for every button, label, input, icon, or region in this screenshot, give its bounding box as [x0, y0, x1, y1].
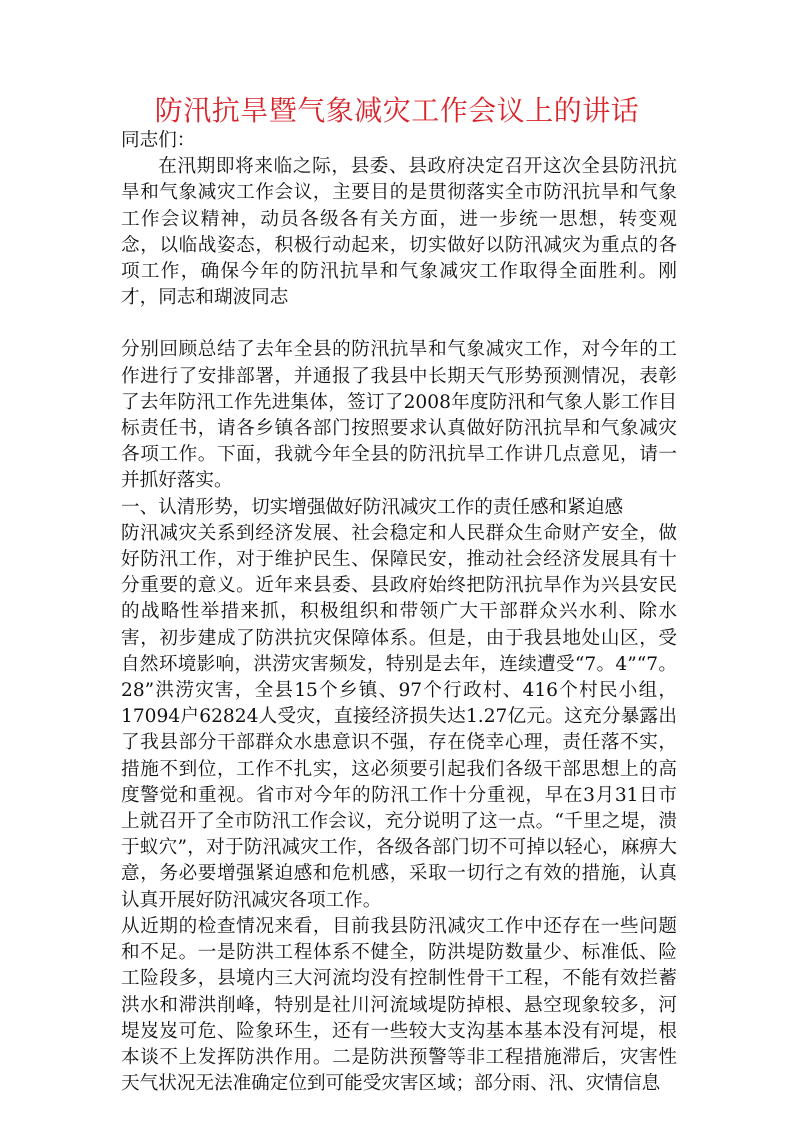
- paragraph: 分别回顾总结了去年全县的防汛抗旱和气象减灾工作，对今年的工作进行了安排部署，并通报了我县中长期天气形势预测情况，表彰了去年防汛工作先进集体，签订了2008年度防汛和气象人影工作目标责任书，请各乡镇各部门按照要求认真做好防汛抗旱和气象减灾各项工作。下面，我就今年全县的防汛抗旱工作讲几点意见，请一并抓好落实。: [121, 339, 677, 492]
- paragraph-gap: [121, 311, 677, 337]
- document-body: [121, 128, 677, 1097]
- section-heading: 一、认清形势，切实增强做好防汛减灾工作的责任感和紧迫感: [121, 496, 624, 518]
- greeting: 同志们：: [121, 130, 196, 151]
- paragraph: 在汛期即将来临之际，县委、县政府决定召开这次全县防汛抗旱和气象减灾工作会议，主要目的是贯彻落实全市防汛抗旱和气象工作会议精神，动员各级各有关方面，进一步统一思想，转变观念，以临战姿态，积极行动起来，切实做好以防汛减灾为重点的各项工作，确保今年的防汛抗旱和气象减灾工作取得全面胜利。刚才，同志和瑚波同志: [121, 156, 677, 309]
- document-title: 防汛抗旱暨气象减灾工作会议上的讲话: [154, 94, 640, 127]
- paragraph: 防汛减灾关系到经济发展、社会稳定和人民群众生命财产安全，做好防汛工作，对于维护民生、保障民安，推动社会经济发展具有十分重要的意义。近年来县委、县政府始终把防汛抗旱作为兴县安民的战略性举措来抓，积极组织和带领广大干部群众兴水利、除水害，初步建成了防洪抗灾保障体系。但是，由于我县地处山区，受自然环境影响，洪涝灾害频发，特别是去年，连续遭受“7。4”“7。28”洪涝灾害，全县15个乡镇、97个行政村、416个村民小组，17094户62824人受灾，直接经济损失达1.27亿元。这充分暴露出了我县部分干部群众水患意识不强，存在侥幸心理，责任落不实，措施不到位，工作不扎实，这必须要引起我们各级干部思想上的高度警觉和重视。省市对今年的防汛工作十分重视，早在3月31日市上就召开了全市防汛工作会议，充分说明了这一点。“千里之堤，溃于蚁穴”，对于防汛减灾工作，各级各部门切不可掉以轻心，麻痹大意，务必要增强紧迫感和危机感，采取一切行之有效的措施，认真认真开展好防汛减灾各项工作。: [121, 522, 677, 911]
- paragraph: 从近期的检查情况来看，目前我县防汛减灾工作中还存在一些问题和不足。一是防洪工程体系不健全，防洪堤防数量少、标准低、险工险段多，县境内三大河流均没有控制性骨干工程，不能有效拦蓄洪水和滞洪削峰，特别是社川河流域堤防掉根、悬空现象较多，河堤岌岌可危、险象环生，还有一些较大支沟基本基本没有河堤，根本谈不上发挥防洪作用。二是防洪预警等非工程措施滞后，灾害性天气状况无法准确定位到可能受灾害区域；部分雨、汛、灾情信息: [121, 915, 677, 1095]
